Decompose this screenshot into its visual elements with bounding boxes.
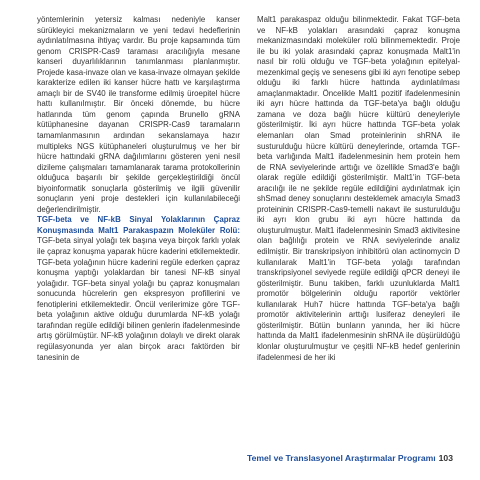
left-text-column [37,15,240,363]
footer-title: Temel ve Translasyonel Araştırmalar Programı [246,453,436,463]
left-paragraph-1: yöntemlerinin yetersiz kalması nedeniyle kanser sürükleyici mekanizmaların ve yeni tedavi hedeflerinin aydınlatılmasına ihtiyaç vardır. Bu proje kapsamında tüm genom CRISPR-Cas9 taraması aracılığıyla mesane kanseri duyarlılıklarının tanımlanması planlanmıştır. Projede kasa-invaze olan ve kasa-invaze olmayan şekilde karakterize edilen iki kanser hücre hattı ve karşılaştırma amaçlı bir de SV40 ile transforme edilmiş üroepitel hücre hattı kullanılmıştır. Bir önceki dönemde, bu hücre hatlarında tüm genom çapında Brunello gRNA kütüphanesine dayanan CRISPR-Cas9 taramaların tamamlanmasının ardından sekanslamaya hazır multipleks NGS kütüphaneleri oluşturulmuş ve her bir hücre hattındaki gRNA dağılımlarını gösteren yeni nesil dizileme çalışmaları tamamlanarak tarama protokollerinin olduğuca başarılı bir şekilde gerçekleştirildiği öncül biyoinformatik sonuçlarla gösterilmiş ve ilgili güvenilir sonuçların yeni proje destekleri için kullanılabileceği değerlendirilmiştir. [37,15,240,214]
page-number: 103 [438,453,453,463]
right-paragraph-1: Malt1 parakaspaz olduğu bilinmektedir. Fakat TGF-beta ve NF-kB yolakları arasındaki çapraz konuşma mekanizmasındaki moleküler rolü bilinmemektedir. Proje ile bu iki yolak arasındaki çapraz konuşmada Malt1'in nasıl bir rolü olduğu ve TGF-beta yolağının epitelyal-mezenkimal geçiş ve senesens gibi iki ayrı fenotipe sebep olduğu iki farklı hücre hattında aydınlatılması amaçlanmaktadır. Öncelikle Malt1 pozitif ifadelenmesinin iki ayrı hücre hattında da TGF-beta'ya bağlı olduğu zamana ve doza bağlı hücre kültürü deneyleriyle gösterilmiştir. İki ayrı hücre hattında TGF-beta yolak elemanları olan Smad proteinlerinin shRNA ile susturulduğu hücre kültürü deneylerinde, ortamda TGF-beta varlığında Malt1 ifadelenmesinin hem protein hem de RNA seviyelerinde arttığı ve özellikle Smad3'e bağlı olarak regüle edildiği gösterilmiştir. Malt1'in TGF-beta aracılığı ile ne şekilde regüle edildiğini aydınlatmak için shSmad deney sonuçlarını desteklemek amacıyla Smad3 proteininin CRISPR-Cas9-temelli nakavt ile susturulduğu iki ayrı klon grubu iki ayrı hücre hattında da oluşturulmuştur. Malt1 ifadelenmesinin Smad3 aktivitesine olan bağlılığı protein ve RNA seviyelerinde analiz edilmiştir. Bir transkripsiyon inhibitörü olan actinomycin D kullanılarak Malt1'in TGF-beta yolağı tarafından transkripsiyonel seviyede regüle edildiği qPCR deneyi ile gösterilmiştir. Bunu takiben, farklı uzunluklarda Malt1 promotör bölgelerinin olduğu raportör vektörler kullanılarak Huh7 hücre hattında TGF-beta'ya bağlı promotör aktivitelerinin arttığı lusiferaz deneyleri ile gösterilmiştir. Bütün bunların yanında, her iki hücre hattında da Malt1 ifadelenmesinin shRNA ile düşürüldüğü klonlar oluşturulmuştur ve çeşitli NF-kB hedef genlerinin ifadelenmesi de her iki [257,15,460,362]
left-paragraph-2: TGF-beta sinyal yolağı tek başına veya birçok farklı yolak ile çapraz konuşma yaparak hücre kaderini etkilemektedir. TGF-beta yolağının hücre kaderini regüle ederken çapraz konuşma yaptığı yolaklardan bir tanesi NF-kB sinyal yolağıdır. TGF-beta sinyal yolağı bu çapraz konuşmaları sonucunda hücrelerin gen ekspresyon profillerini ve fenotiplerini etkilemektedir. Öncül verilerimize göre TGF-beta yolağının aktive olduğu durumlarda NF-kB yolağı tarafından regüle edildiği bilinen genlerin ifadelenmesinde artış görülmüştür. NF-kB yolağının dolaylı ve direkt olarak regülasyonunda yer alan birçok aracı faktörden bir tanesinin de [37,236,240,362]
left-section-paragraph [37,215,240,363]
right-text-column [257,15,460,363]
section-heading: TGF-beta ve NF-kB Sinyal Yolaklarının Çapraz Konuşmasında Malt1 Parakaspazın Moleküler Rolü: [37,215,240,235]
page-footer [0,453,453,463]
